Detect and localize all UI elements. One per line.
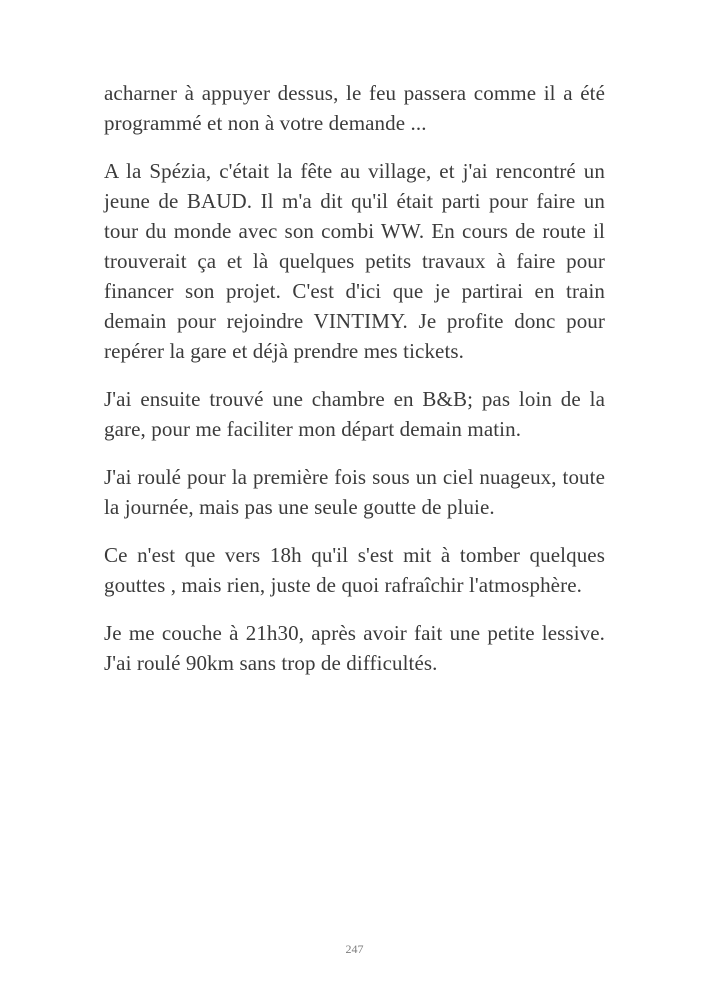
page-body-text	[104, 78, 605, 696]
paragraph: A la Spézia, c'était la fête au village, et j'ai rencontré un jeune de BAUD. Il m'a dit qu'il était parti pour faire un tour du monde avec son combi WW. En cours de route il trouverait ça et là quelques petits travaux à faire pour financer son projet. C'est d'ici que je partirai en train demain pour rejoindre VINTIMY. Je profite donc pour repérer la gare et déjà prendre mes tickets.	[104, 159, 605, 363]
page-footer	[0, 940, 709, 958]
paragraph: Je me couche à 21h30, après avoir fait une petite lessive. J'ai roulé 90km sans trop de difficultés.	[104, 621, 605, 675]
paragraph: J'ai roulé pour la première fois sous un ciel nuageux, toute la journée, mais pas une seule goutte de pluie.	[104, 465, 605, 519]
paragraph: acharner à appuyer dessus, le feu passera comme il a été programmé et non à votre demande ...	[104, 81, 605, 135]
paragraph: Ce n'est que vers 18h qu'il s'est mit à tomber quelques gouttes , mais rien, juste de quoi rafraîchir l'atmosphère.	[104, 543, 605, 597]
page-number: 247	[345, 942, 364, 956]
paragraph: J'ai ensuite trouvé une chambre en B&B; pas loin de la gare, pour me faciliter mon départ demain matin.	[104, 387, 605, 441]
